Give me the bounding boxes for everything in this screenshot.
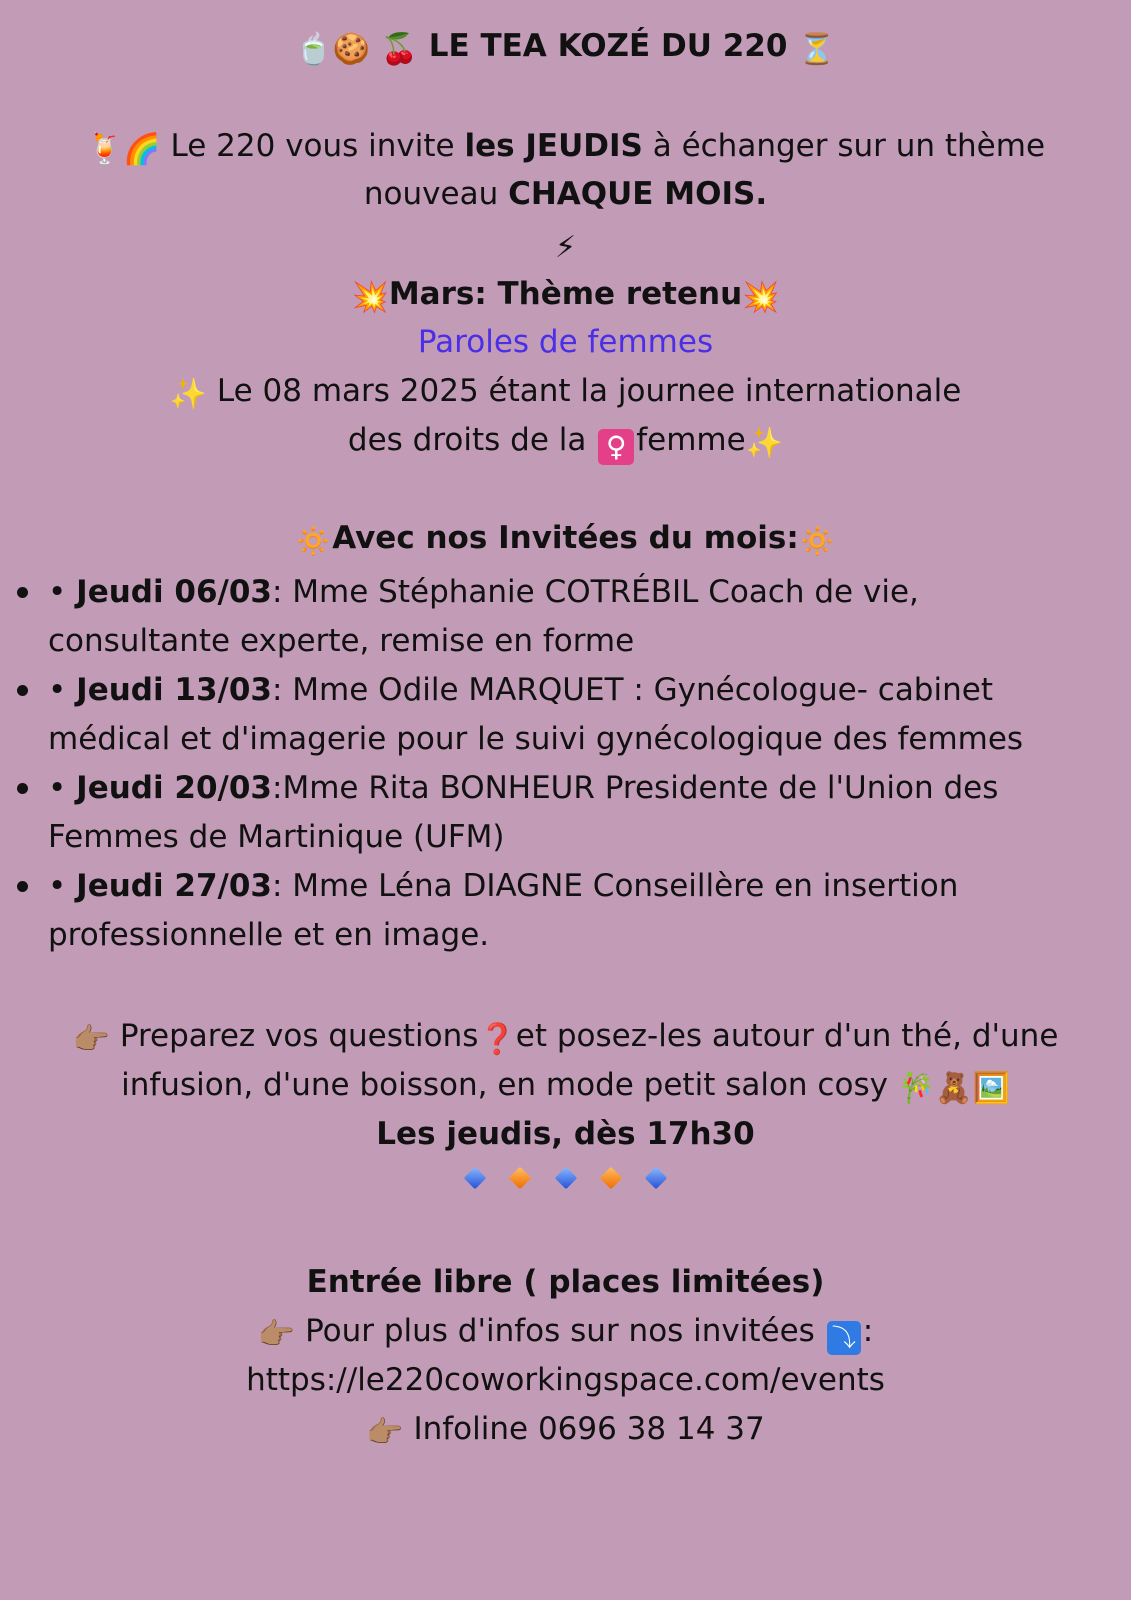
guest-desc: : Mme Stéphanie COTRÉBIL Coach de vie, [272,574,919,610]
list-item [0,568,1131,666]
guest-desc-cont: médical et d'imagerie pour le suivi gynécologique des femmes [48,721,1024,757]
sun-icon: 🔅 [798,524,837,559]
theme-heading [0,274,1131,314]
questions-text-b: et posez-les autour d'un thé, d'une [515,1018,1059,1054]
diamond-divider [0,1170,1131,1200]
pointing-hand-icon: 👉🏽 [72,1022,110,1057]
bullet-dot [17,685,28,696]
guest-desc: : Mme Odile MARQUET : Gynécologue- cabinet [272,672,993,708]
pointing-hand-icon: 👉🏽 [257,1317,296,1352]
infoline [0,1409,1131,1449]
bullet-dot [17,783,28,794]
sparkles-icon: ✨ [745,426,784,461]
guest-line-1 [48,666,1131,715]
bolt-line [0,224,1131,264]
events-link[interactable]: https://le220coworkingspace.com/events [246,1362,885,1398]
sun-icon: 🔅 [294,524,333,559]
hourglass-icon: ⏳ [798,32,836,67]
guest-day: Jeudi 06/03 [76,574,272,610]
bamboo-teddy-picture-icon: 🎋🧸🖼️ [897,1071,1010,1106]
theme-line-2-femme: femme [636,422,746,458]
guest-day: Jeudi 20/03 [76,770,272,806]
guest-desc: : Mme Léna DIAGNE Conseillère en insertion [272,868,959,904]
list-item [0,666,1131,764]
bullet-glyph: • [48,574,67,610]
guests-heading-text: Avec nos Invitées du mois: [332,520,799,556]
entry-info: Entrée libre ( places limitées) [306,1264,825,1300]
intro-bold-month: CHAQUE MOIS. [508,176,768,212]
theme-line-2-text: des droits de la [347,422,587,458]
intro-line-1 [0,126,1131,166]
bullet-dot [17,587,28,598]
guest-desc-cont: Femmes de Martinique (UFM) [48,819,505,855]
questions-line-1 [0,1016,1131,1056]
intro-line-2 [0,174,1131,214]
bullet-dot [17,881,28,892]
schedule: Les jeudis, dès 17h30 [376,1116,755,1152]
blue-diamond-icon [644,1167,667,1190]
questions-text-a: Preparez vos questions [119,1018,479,1054]
sparkles-icon: ✨ [169,377,208,412]
more-info-line [0,1311,1131,1355]
arrow-down-icon: ⤵ [827,1321,861,1355]
pointing-hand-icon: 👉🏽 [366,1415,404,1450]
bullet-glyph: • [48,770,67,806]
more-info-text: Pour plus d'infos sur nos invitées [305,1313,815,1349]
intro-text: Le 220 vous invite [170,128,455,164]
bullet-glyph: • [48,868,67,904]
theme-line-1-text: Le 08 mars 2025 étant la journee internationale [216,373,962,409]
guest-day: Jeudi 13/03 [76,672,272,708]
collision-icon: 💥 [742,280,780,315]
cocktail-rainbow-icon: 🍹🌈 [85,132,161,167]
orange-diamond-icon [509,1167,532,1190]
title-text: LE TEA KOZÉ DU 220 [428,28,788,64]
guest-desc-cont: consultante experte, remise en forme [48,623,635,659]
theme-heading-text: Mars: Thème retenu [388,276,743,312]
infoline-text[interactable]: Infoline 0696 38 14 37 [413,1411,765,1447]
guest-line-1 [48,568,1131,617]
guest-line-1 [48,862,1131,911]
collision-icon: 💥 [351,280,389,315]
bullet-glyph: • [48,672,67,708]
tea-cookie-cherry-icon: 🍵🍪 🍒 [295,32,418,67]
guest-line-1 [48,764,1131,813]
blue-diamond-icon [554,1167,577,1190]
lightning-icon: ⚡ [554,230,577,265]
flyer-title [0,26,1131,66]
intro-bold-days: les JEUDIS [464,128,643,164]
blue-diamond-icon [464,1167,487,1190]
more-info-colon: : [862,1313,874,1349]
theme-line-1 [0,371,1131,411]
guest-list [0,568,1131,960]
list-item [0,862,1131,960]
intro-text-2: à échanger sur un thème [652,128,1046,164]
theme-line-2 [0,420,1131,465]
guest-day: Jeudi 27/03 [76,868,272,904]
female-sign-icon: ♀ [598,429,634,465]
theme-name: Paroles de femmes [417,324,714,360]
questions-text-2: infusion, d'une boisson, en mode petit salon cosy [121,1067,888,1103]
orange-diamond-icon [599,1167,622,1190]
intro-text-3: nouveau [363,176,499,212]
guest-desc: :Mme Rita BONHEUR Presidente de l'Union des [272,770,999,806]
question-mark-icon: ❓ [478,1022,516,1057]
list-item [0,764,1131,862]
guests-heading [0,518,1131,558]
questions-line-2 [0,1065,1131,1105]
guest-desc-cont: professionnelle et en image. [48,917,490,953]
